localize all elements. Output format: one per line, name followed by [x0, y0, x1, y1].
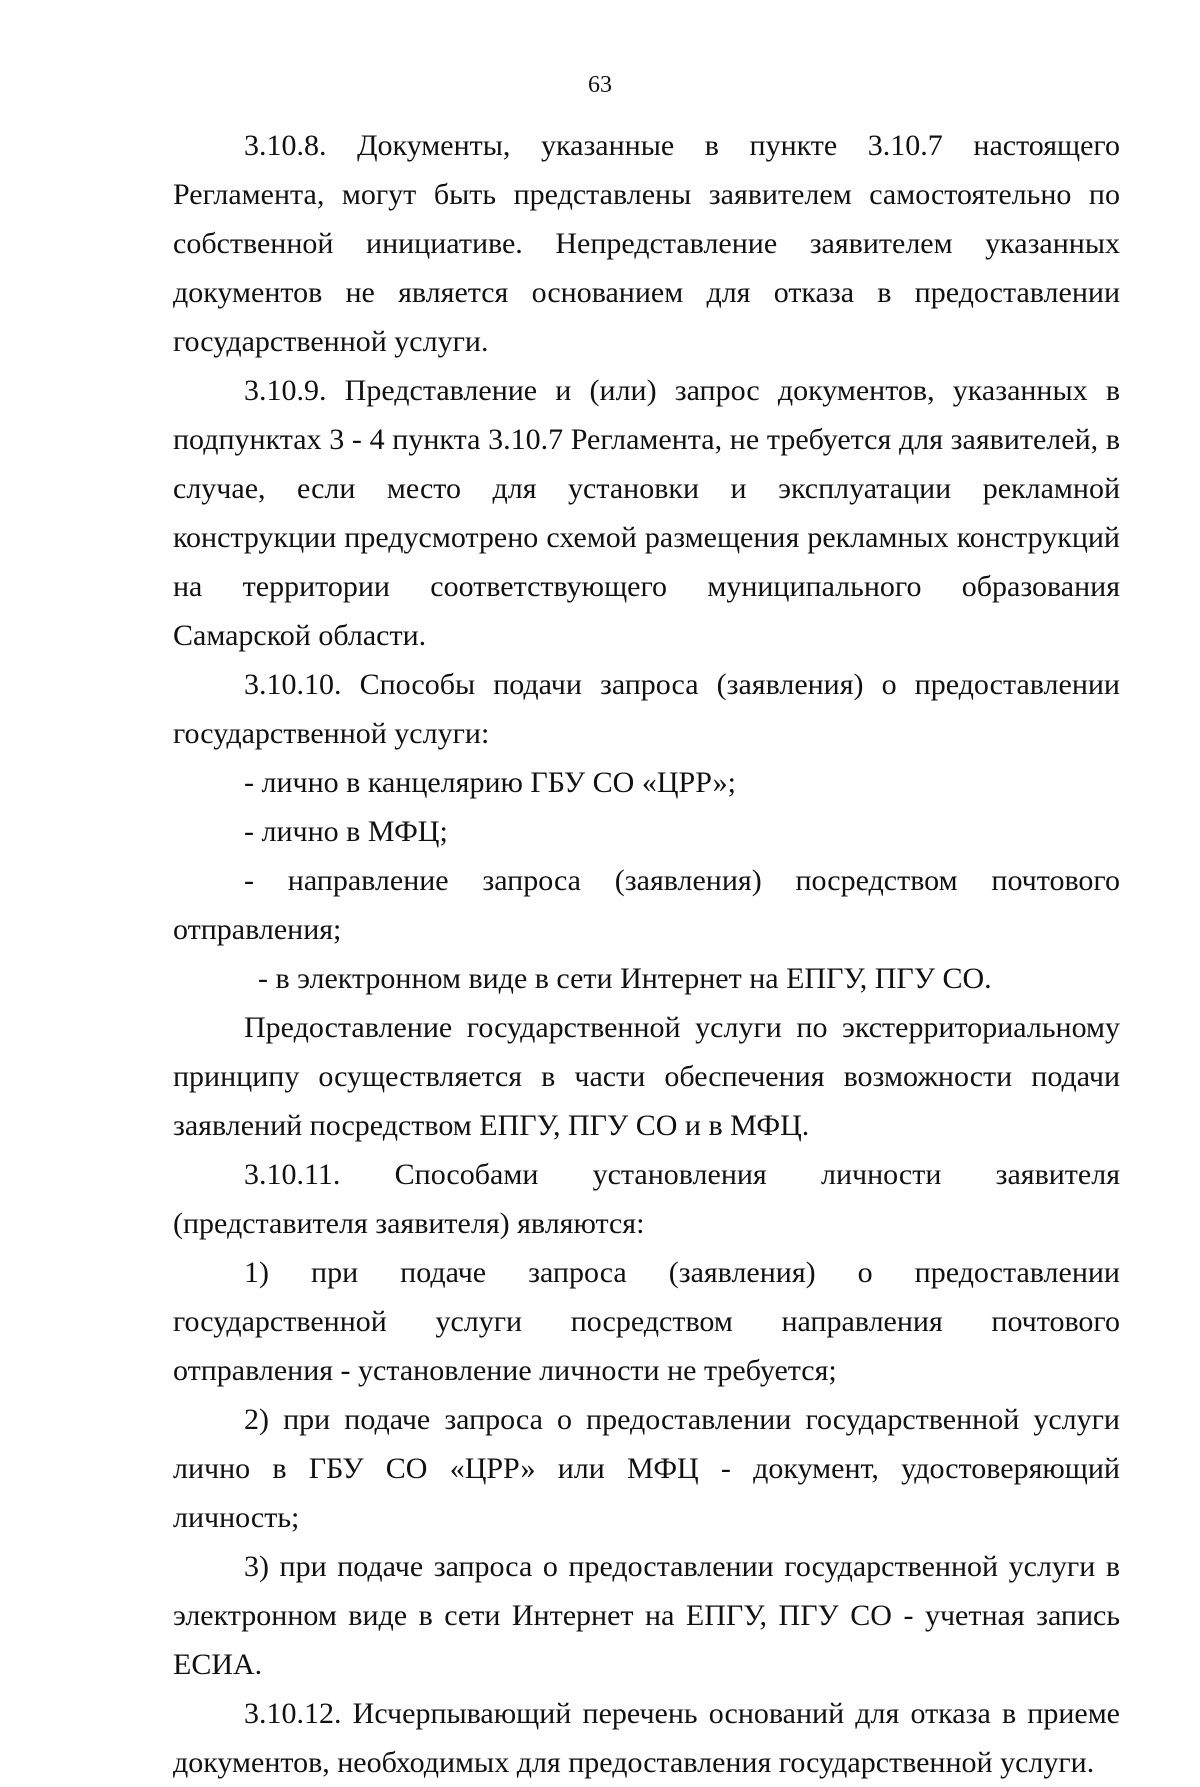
paragraph-extraterritorial: Предоставление государственной услуги по экстерриториальному принципу осуществляется в части обеспечения возможности подачи заявлений посредством ЕПГУ, ПГУ СО и в МФЦ.: [173, 1011, 1120, 1142]
paragraph-3-10-12: 3.10.12. Исчерпывающий перечень оснований для отказа в приеме документов, необходимых для предоставления государственной услуги.: [173, 1697, 1120, 1779]
list-item-chancery: - лично в канцелярию ГБУ СО «ЦРР»;: [244, 766, 736, 799]
paragraph-3-10-9: 3.10.9. Представление и (или) запрос документов, указанных в подпунктах 3 - 4 пункта 3.10.7 Регламента, не требуется для заявителей, в случае, если место для установки и эксплуатации рекламной конструкции предусмотрено схемой размещения рекламных конструкций на территории соответствующего муниципального образования Самарской области.: [173, 374, 1120, 652]
page-number: 63: [588, 72, 612, 98]
paragraph-3-10-10: 3.10.10. Способы подачи запроса (заявления) о предоставлении государственной услуги:: [173, 668, 1120, 750]
list-item-identity-personal: 2) при подаче запроса о предоставлении государственной услуги лично в ГБУ СО «ЦРР» или МФЦ - документ, удостоверяющий личность;: [173, 1403, 1120, 1534]
list-item-electronic: - в электронном виде в сети Интернет на ЕПГУ, ПГУ СО.: [258, 962, 992, 995]
document-body: [173, 121, 1120, 1787]
list-item-postal: - направление запроса (заявления) посредством почтового отправления;: [173, 864, 1120, 946]
list-item-identity-postal: 1) при подаче запроса (заявления) о предоставлении государственной услуги посредством направления почтового отправления - установление личности не требуется;: [173, 1256, 1120, 1387]
paragraph-3-10-11: 3.10.11. Способами установления личности заявителя (представителя заявителя) являются:: [173, 1158, 1120, 1240]
paragraph-3-10-8: 3.10.8. Документы, указанные в пункте 3.10.7 настоящего Регламента, могут быть представлены заявителем самостоятельно по собственной инициативе. Непредставление заявителем указанных документов не является основанием для отказа в предоставлении государственной услуги.: [173, 129, 1120, 358]
list-item-mfc: - лично в МФЦ;: [244, 815, 448, 848]
list-item-identity-electronic: 3) при подаче запроса о предоставлении государственной услуги в электронном виде в сети Интернет на ЕПГУ, ПГУ СО - учетная запись ЕСИА.: [173, 1550, 1120, 1681]
